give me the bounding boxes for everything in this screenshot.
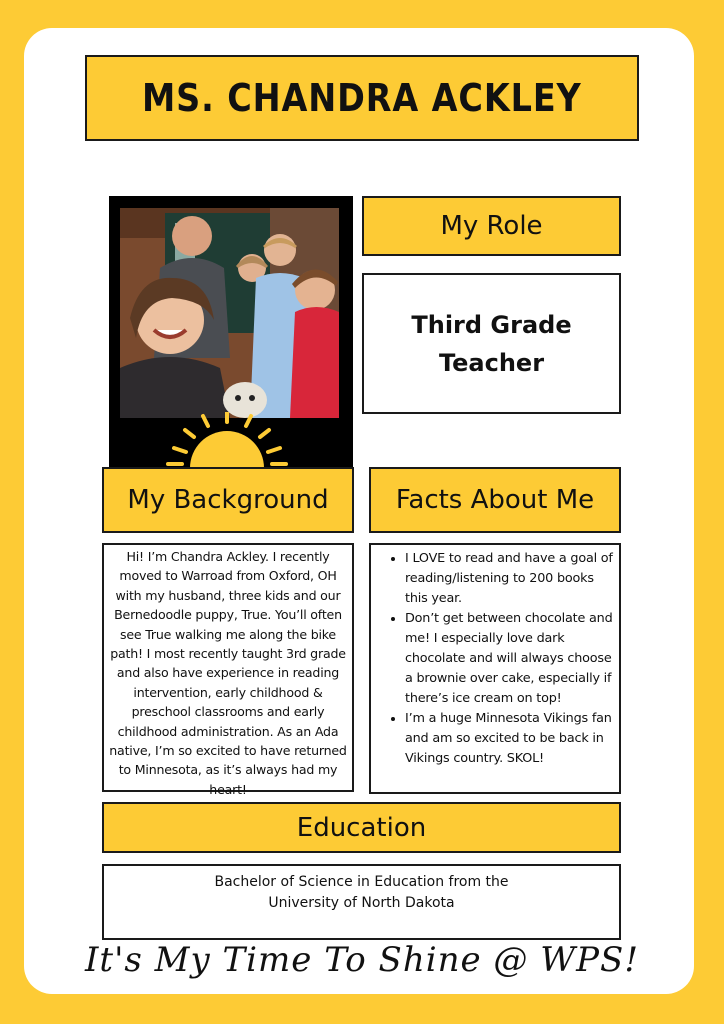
title-banner xyxy=(85,55,639,141)
fact-item: • I’m a huge Minnesota Vikings fan and am so excited to be back in Vikings country. SKOL! xyxy=(405,709,613,769)
education-heading-box xyxy=(102,802,621,853)
role-heading: My Role xyxy=(440,211,543,241)
role-heading-box xyxy=(362,196,621,256)
education-box xyxy=(102,864,621,940)
education-text: Bachelor of Science in Education from the University of North Dakota xyxy=(214,874,509,911)
facts-heading-box xyxy=(369,467,621,533)
role-box xyxy=(362,273,621,414)
background-heading-box xyxy=(102,467,354,533)
background-text: Hi! I’m Chandra Ackley. I recently moved to Warroad from Oxford, OH with my husband, three kids and our Bernedoodle puppy, True. You’ll often see True walking me along the bike path! I most recently taught 3rd grade and also have experience in reading intervention, early childhood & preschool classrooms and early childhood administration. As an Ada native, I’m so excited to have returned to Minnesota, as it’s always had my heart! xyxy=(109,549,347,797)
background-heading: My Background xyxy=(127,485,329,515)
facts-heading: Facts About Me xyxy=(395,485,595,515)
family-photo xyxy=(120,208,339,418)
sun-icon xyxy=(166,412,288,468)
page-title: MS. CHANDRA ACKLEY xyxy=(142,76,582,120)
facts-box xyxy=(369,543,621,794)
fact-item: • Don’t get between chocolate and me! I especially love dark chocolate and will always choose a brownie over cake, especially if there’s ice cream on top! xyxy=(405,609,613,709)
fact-item: • I LOVE to read and have a goal of reading/listening to 200 books this year. xyxy=(405,549,613,609)
background-box xyxy=(102,543,354,797)
footer-slogan: It's My Time To Shine @ WPS! xyxy=(84,940,640,980)
role-value: Third Grade Teacher xyxy=(411,310,572,377)
education-heading: Education xyxy=(296,812,427,843)
facts-list xyxy=(371,549,613,769)
